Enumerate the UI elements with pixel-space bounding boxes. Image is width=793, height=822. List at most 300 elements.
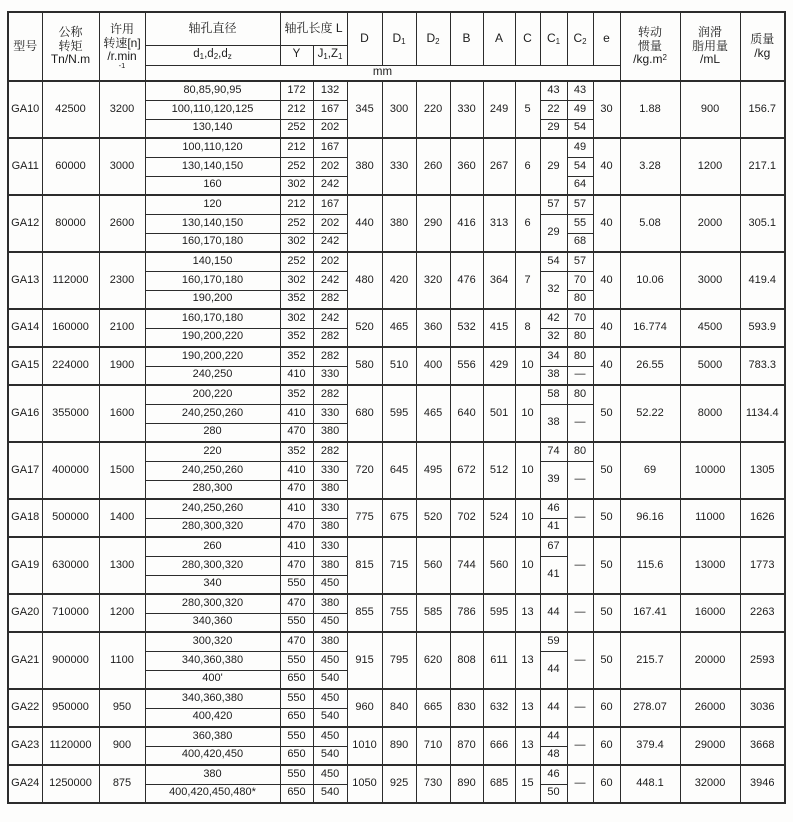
length-y-cell: 470 (280, 556, 313, 575)
dim-B-cell: 556 (450, 347, 483, 385)
dim-B-cell: 890 (450, 765, 483, 803)
length-j1z1-cell: 330 (313, 404, 347, 423)
length-y-cell: 352 (280, 442, 313, 461)
spec-row-GA12 (8, 195, 785, 214)
torque-cell: 355000 (42, 385, 99, 442)
dim-C1-cell: 39 (540, 461, 567, 499)
dim-C2-cell: — (567, 727, 593, 765)
length-j1z1-cell: 202 (313, 252, 347, 271)
length-j1z1-cell: 450 (313, 689, 347, 708)
dim-D2-cell: 290 (416, 195, 450, 252)
length-y-cell: 252 (280, 214, 313, 233)
dim-C2-cell: 57 (567, 252, 593, 271)
col-header-D2: $D_2$ (416, 12, 450, 65)
inertia-cell: 69 (620, 442, 680, 499)
length-y-cell: 302 (280, 176, 313, 195)
dim-C-cell: 6 (515, 195, 540, 252)
length-y-cell: 470 (280, 480, 313, 499)
length-y-cell: 410 (280, 499, 313, 518)
grease-cell: 29000 (680, 727, 740, 765)
bore-diameters-cell: 130,140,150 (145, 214, 280, 233)
length-j1z1-cell: 330 (313, 537, 347, 556)
dim-B-cell: 532 (450, 309, 483, 347)
torque-cell: 900000 (42, 632, 99, 689)
bore-diameters-cell: 240,250,260 (145, 404, 280, 423)
dim-D-cell: 520 (347, 309, 382, 347)
dim-e-cell: 60 (593, 765, 620, 803)
dim-e-cell: 40 (593, 138, 620, 195)
dim-B-cell: 672 (450, 442, 483, 499)
length-j1z1-cell: 282 (313, 385, 347, 404)
bore-diameters-cell: 380 (145, 765, 280, 784)
inertia-header-line: 转动 (638, 25, 663, 40)
dim-C1-cell: 22 (540, 100, 567, 119)
dim-A-cell: 524 (483, 499, 515, 537)
dim-A-cell: 560 (483, 537, 515, 594)
dim-C-cell: 13 (515, 689, 540, 727)
speed-cell: 3200 (99, 81, 145, 138)
col-header-D: D (347, 12, 382, 65)
grease-cell: 10000 (680, 442, 740, 499)
length-y-cell: 550 (280, 765, 313, 784)
col-subheader-length-y: Y (280, 45, 313, 65)
dim-C-cell: 5 (515, 81, 540, 138)
grease-cell: 2000 (680, 195, 740, 252)
length-y-cell: 302 (280, 271, 313, 290)
dim-C2-cell: 43 (567, 81, 593, 100)
dim-A-cell: 666 (483, 727, 515, 765)
grease-header-line: 润滑 (698, 25, 723, 40)
length-y-cell: 470 (280, 423, 313, 442)
spec-row-GA11 (8, 138, 785, 157)
dim-A-cell: 501 (483, 385, 515, 442)
dim-B-cell: 808 (450, 632, 483, 689)
bore-diameters-cell: 190,200,220 (145, 347, 280, 366)
dim-C2-cell: 70 (567, 309, 593, 328)
dim-A-cell: 267 (483, 138, 515, 195)
dim-C1-cell: 58 (540, 385, 567, 404)
model-cell: GA17 (8, 442, 42, 499)
bore-diameters-cell: 80,85,90,95 (145, 81, 280, 100)
length-j1z1-cell: 380 (313, 556, 347, 575)
dim-B-cell: 416 (450, 195, 483, 252)
dim-A-cell: 429 (483, 347, 515, 385)
torque-cell: 60000 (42, 138, 99, 195)
length-y-cell: 352 (280, 290, 313, 309)
length-y-cell: 410 (280, 461, 313, 480)
dim-C2-cell: 55 (567, 214, 593, 233)
dim-C-cell: 10 (515, 537, 540, 594)
dim-C1-cell: 42 (540, 309, 567, 328)
spec-row-GA20 (8, 594, 785, 613)
length-j1z1-cell: 132 (313, 81, 347, 100)
grease-cell: 5000 (680, 347, 740, 385)
dim-A-cell: 632 (483, 689, 515, 727)
dim-D2-cell: 730 (416, 765, 450, 803)
dim-C1-cell: 38 (540, 366, 567, 385)
dim-D-cell: 960 (347, 689, 382, 727)
model-cell: GA20 (8, 594, 42, 632)
dim-D-cell: 1050 (347, 765, 382, 803)
bore-diameters-cell: 190,200,220 (145, 328, 280, 347)
dim-C2-cell: 70 (567, 271, 593, 290)
spec-row-GA19 (8, 537, 785, 556)
grease-cell: 4500 (680, 309, 740, 347)
length-j1z1-cell: 242 (313, 271, 347, 290)
dim-e-cell: 40 (593, 309, 620, 347)
length-y-cell: 650 (280, 708, 313, 727)
speed-cell: 2100 (99, 309, 145, 347)
dim-D2-cell: 465 (416, 385, 450, 442)
length-y-cell: 470 (280, 594, 313, 613)
length-y-cell: 470 (280, 632, 313, 651)
mass-cell: 3668 (740, 727, 785, 765)
length-y-cell: 302 (280, 309, 313, 328)
col-header-mass (740, 12, 785, 81)
col-header-model: 型号 (8, 12, 42, 81)
bore-diameters-cell: 340,360,380 (145, 651, 280, 670)
dim-B-cell: 744 (450, 537, 483, 594)
inertia-cell: 1.88 (620, 81, 680, 138)
model-cell: GA12 (8, 195, 42, 252)
dim-D-cell: 345 (347, 81, 382, 138)
speed-header-unit: /r.min (107, 48, 137, 63)
mass-cell: 1773 (740, 537, 785, 594)
bore-diameters-cell: 240,250 (145, 366, 280, 385)
inertia-cell: 16.774 (620, 309, 680, 347)
mass-header-unit: /kg (754, 45, 771, 60)
col-header-grease (680, 12, 740, 81)
bore-diameters-cell: 120 (145, 195, 280, 214)
length-y-cell: 252 (280, 252, 313, 271)
dim-B-cell: 786 (450, 594, 483, 632)
torque-cell: 1250000 (42, 765, 99, 803)
length-j1z1-cell: 202 (313, 119, 347, 138)
speed-header-line: 转速[n] (103, 35, 141, 50)
length-y-cell: 252 (280, 119, 313, 138)
dim-B-cell: 870 (450, 727, 483, 765)
grease-header-unit: /mL (700, 52, 721, 67)
length-y-cell: 212 (280, 100, 313, 119)
torque-cell: 80000 (42, 195, 99, 252)
dim-D2-cell: 320 (416, 252, 450, 309)
dim-C2-cell: — (567, 461, 593, 499)
length-y-cell: 410 (280, 537, 313, 556)
length-j1z1-cell: 282 (313, 328, 347, 347)
bore-diameters-cell: 100,110,120 (145, 138, 280, 157)
bore-diameters-cell: 160,170,180 (145, 309, 280, 328)
speed-header-exponent: -1 (118, 61, 126, 71)
dim-C2-cell: — (567, 537, 593, 594)
dim-C2-cell: — (567, 632, 593, 689)
torque-header-line: 转矩 (58, 38, 83, 53)
dim-C2-cell: 49 (567, 100, 593, 119)
dim-D-cell: 815 (347, 537, 382, 594)
inertia-cell: 5.08 (620, 195, 680, 252)
dim-e-cell: 60 (593, 727, 620, 765)
mass-cell: 1626 (740, 499, 785, 537)
model-cell: GA11 (8, 138, 42, 195)
dim-C1-cell: 50 (540, 784, 567, 803)
length-y-cell: 302 (280, 233, 313, 252)
length-j1z1-cell: 540 (313, 670, 347, 689)
torque-cell: 224000 (42, 347, 99, 385)
col-header-A: A (483, 12, 515, 65)
coupling-spec-table (7, 11, 786, 804)
dim-e-cell: 40 (593, 195, 620, 252)
col-header-bore-diameter: 轴孔直径 (145, 12, 280, 45)
spec-row-GA18 (8, 499, 785, 518)
dim-A-cell: 685 (483, 765, 515, 803)
col-header-D1: $D_1$ (382, 12, 416, 65)
length-j1z1-cell: 380 (313, 632, 347, 651)
grease-cell: 20000 (680, 632, 740, 689)
speed-cell: 1300 (99, 537, 145, 594)
bore-diameters-cell: 190,200 (145, 290, 280, 309)
dim-C2-cell: 80 (567, 328, 593, 347)
dim-D2-cell: 585 (416, 594, 450, 632)
bore-diameters-cell: 300,320 (145, 632, 280, 651)
speed-header-line: 许用 (109, 22, 134, 37)
bore-diameters-cell: 400' (145, 670, 280, 689)
dim-D1-cell: 595 (382, 385, 416, 442)
inertia-cell: 115.6 (620, 537, 680, 594)
length-j1z1-cell: 242 (313, 176, 347, 195)
torque-cell: 42500 (42, 81, 99, 138)
dim-D1-cell: 890 (382, 727, 416, 765)
inertia-cell: 215.7 (620, 632, 680, 689)
length-j1z1-cell: 242 (313, 233, 347, 252)
length-j1z1-cell: 380 (313, 480, 347, 499)
mass-cell: 2263 (740, 594, 785, 632)
speed-cell: 875 (99, 765, 145, 803)
dim-e-cell: 50 (593, 594, 620, 632)
mass-cell: 3946 (740, 765, 785, 803)
length-j1z1-cell: 450 (313, 651, 347, 670)
dim-C2-cell: — (567, 765, 593, 803)
speed-cell: 900 (99, 727, 145, 765)
dim-A-cell: 249 (483, 81, 515, 138)
dim-C2-cell: 80 (567, 347, 593, 366)
inertia-cell: 52.22 (620, 385, 680, 442)
dim-C2-cell: 54 (567, 157, 593, 176)
length-j1z1-cell: 380 (313, 518, 347, 537)
dim-D-cell: 380 (347, 138, 382, 195)
dim-e-cell: 30 (593, 81, 620, 138)
dim-C1-cell: 44 (540, 594, 567, 632)
length-y-cell: 410 (280, 404, 313, 423)
dim-C1-cell: 46 (540, 765, 567, 784)
mass-cell: 217.1 (740, 138, 785, 195)
speed-cell: 1900 (99, 347, 145, 385)
length-y-cell: 352 (280, 385, 313, 404)
dim-D-cell: 440 (347, 195, 382, 252)
length-y-cell: 650 (280, 670, 313, 689)
model-cell: GA10 (8, 81, 42, 138)
dim-D1-cell: 925 (382, 765, 416, 803)
col-header-C2: $C_2$ (567, 12, 593, 65)
mass-cell: 593.9 (740, 309, 785, 347)
length-j1z1-cell: 380 (313, 594, 347, 613)
speed-cell: 1500 (99, 442, 145, 499)
dim-C2-cell: 49 (567, 138, 593, 157)
dim-C2-cell: — (567, 594, 593, 632)
dim-C-cell: 13 (515, 632, 540, 689)
speed-cell: 1200 (99, 594, 145, 632)
col-header-bore-length: 轴孔长度 L (280, 12, 347, 45)
col-header-inertia (620, 12, 680, 81)
dim-C1-cell: 41 (540, 518, 567, 537)
col-subheader-length-j1z1: $J_1,Z_1$ (313, 45, 347, 65)
col-header-e: e (593, 12, 620, 65)
speed-cell: 2600 (99, 195, 145, 252)
dim-C1-cell: 29 (540, 119, 567, 138)
grease-cell: 32000 (680, 765, 740, 803)
mass-cell: 419.4 (740, 252, 785, 309)
dim-D2-cell: 360 (416, 309, 450, 347)
bore-diameters-cell: 130,140 (145, 119, 280, 138)
dim-C1-cell: 46 (540, 499, 567, 518)
dim-D1-cell: 795 (382, 632, 416, 689)
bore-diameters-cell: 280,300,320 (145, 556, 280, 575)
length-y-cell: 352 (280, 347, 313, 366)
dim-e-cell: 50 (593, 499, 620, 537)
length-j1z1-cell: 540 (313, 784, 347, 803)
mass-header-line: 质量 (750, 32, 775, 47)
dim-D1-cell: 675 (382, 499, 416, 537)
dim-C-cell: 15 (515, 765, 540, 803)
dim-C2-cell: — (567, 689, 593, 727)
length-y-cell: 212 (280, 138, 313, 157)
dim-D2-cell: 665 (416, 689, 450, 727)
inertia-cell: 96.16 (620, 499, 680, 537)
dim-D1-cell: 715 (382, 537, 416, 594)
mass-cell: 2593 (740, 632, 785, 689)
dim-D1-cell: 755 (382, 594, 416, 632)
spec-row-GA10 (8, 81, 785, 100)
grease-cell: 900 (680, 81, 740, 138)
model-cell: GA22 (8, 689, 42, 727)
model-cell: GA15 (8, 347, 42, 385)
torque-header-line: 公称 (58, 25, 83, 40)
dim-A-cell: 313 (483, 195, 515, 252)
torque-cell: 630000 (42, 537, 99, 594)
length-y-cell: 252 (280, 157, 313, 176)
dim-C-cell: 10 (515, 385, 540, 442)
dim-C1-cell: 43 (540, 81, 567, 100)
length-j1z1-cell: 330 (313, 366, 347, 385)
col-header-speed (99, 12, 145, 81)
dim-C1-cell: 32 (540, 271, 567, 309)
length-j1z1-cell: 450 (313, 613, 347, 632)
torque-cell: 112000 (42, 252, 99, 309)
dim-D2-cell: 400 (416, 347, 450, 385)
length-j1z1-cell: 167 (313, 100, 347, 119)
dim-B-cell: 330 (450, 81, 483, 138)
bore-diameters-cell: 280,300,320 (145, 594, 280, 613)
length-j1z1-cell: 450 (313, 727, 347, 746)
spec-row-GA17 (8, 442, 785, 461)
dim-A-cell: 364 (483, 252, 515, 309)
dim-D2-cell: 220 (416, 81, 450, 138)
dim-D-cell: 480 (347, 252, 382, 309)
length-j1z1-cell: 202 (313, 157, 347, 176)
dim-D2-cell: 260 (416, 138, 450, 195)
dim-C2-cell: 80 (567, 442, 593, 461)
dim-C1-cell: 67 (540, 537, 567, 556)
length-y-cell: 352 (280, 328, 313, 347)
inertia-header-unit: $/kg.m^2$ (633, 52, 667, 67)
bore-diameters-cell: 280,300 (145, 480, 280, 499)
dim-C2-cell: 54 (567, 119, 593, 138)
dim-D1-cell: 510 (382, 347, 416, 385)
dim-C1-cell: 48 (540, 746, 567, 765)
dim-C2-cell: — (567, 366, 593, 385)
spec-table-body (8, 81, 785, 803)
length-j1z1-cell: 242 (313, 309, 347, 328)
speed-cell: 1600 (99, 385, 145, 442)
grease-cell: 3000 (680, 252, 740, 309)
dim-C1-cell: 41 (540, 556, 567, 594)
bore-diameters-cell: 340,360 (145, 613, 280, 632)
length-y-cell: 550 (280, 575, 313, 594)
spec-row-GA15 (8, 347, 785, 366)
grease-header-line: 脂用量 (692, 38, 729, 53)
model-cell: GA18 (8, 499, 42, 537)
length-j1z1-cell: 330 (313, 461, 347, 480)
length-j1z1-cell: 540 (313, 708, 347, 727)
torque-cell: 400000 (42, 442, 99, 499)
dim-B-cell: 640 (450, 385, 483, 442)
spec-row-GA22 (8, 689, 785, 708)
speed-cell: 950 (99, 689, 145, 727)
dim-C-cell: 8 (515, 309, 540, 347)
bore-diameters-cell: 240,250,260 (145, 499, 280, 518)
dim-D-cell: 915 (347, 632, 382, 689)
col-header-C: C (515, 12, 540, 65)
torque-cell: 710000 (42, 594, 99, 632)
length-j1z1-cell: 167 (313, 195, 347, 214)
dim-C2-cell: 57 (567, 195, 593, 214)
dim-C1-cell: 59 (540, 632, 567, 651)
dim-C-cell: 10 (515, 347, 540, 385)
grease-cell: 11000 (680, 499, 740, 537)
dim-C-cell: 13 (515, 594, 540, 632)
length-y-cell: 172 (280, 81, 313, 100)
dim-C2-cell: 68 (567, 233, 593, 252)
grease-cell: 16000 (680, 594, 740, 632)
dim-e-cell: 40 (593, 347, 620, 385)
bore-diameters-cell: 160,170,180 (145, 271, 280, 290)
speed-cell: 1100 (99, 632, 145, 689)
dim-C-cell: 6 (515, 138, 540, 195)
inertia-cell: 167.41 (620, 594, 680, 632)
length-y-cell: 650 (280, 746, 313, 765)
dim-D1-cell: 465 (382, 309, 416, 347)
dim-B-cell: 360 (450, 138, 483, 195)
mass-cell: 3036 (740, 689, 785, 727)
dim-C1-cell: 38 (540, 404, 567, 442)
dim-D1-cell: 840 (382, 689, 416, 727)
length-y-cell: 550 (280, 727, 313, 746)
dim-C1-cell: 44 (540, 689, 567, 727)
dim-D-cell: 855 (347, 594, 382, 632)
length-y-cell: 550 (280, 613, 313, 632)
length-j1z1-cell: 202 (313, 214, 347, 233)
torque-cell: 160000 (42, 309, 99, 347)
inertia-header-line: 惯量 (638, 38, 663, 53)
bore-diameters-cell: 130,140,150 (145, 157, 280, 176)
